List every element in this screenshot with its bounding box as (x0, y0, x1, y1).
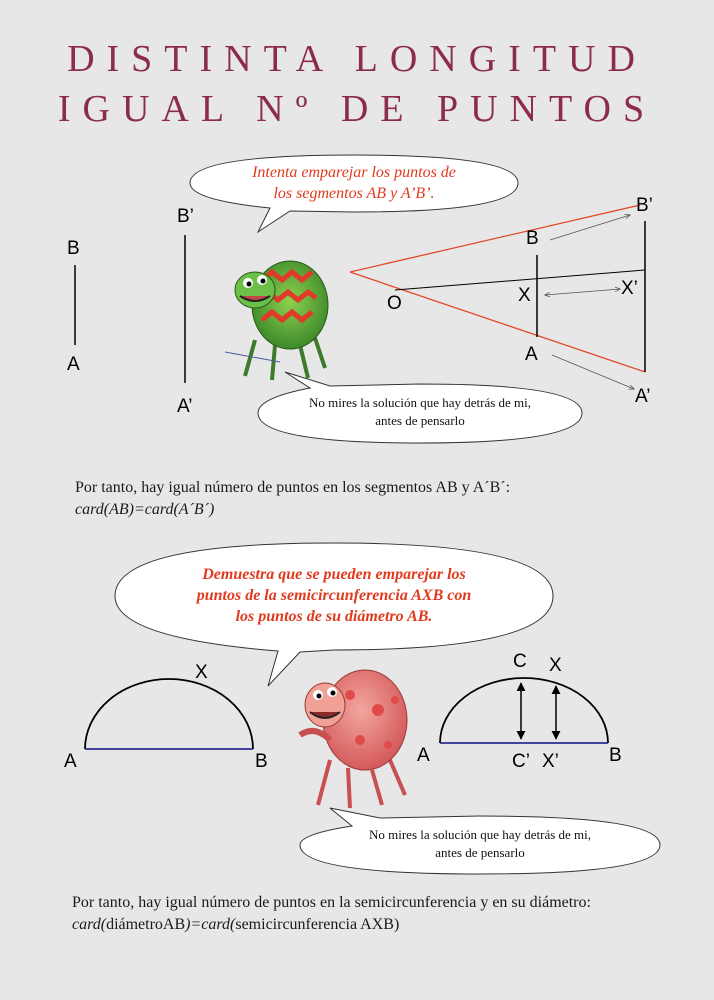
bubble-bottom-2-line-2: antes de pensarlo (435, 845, 525, 860)
formula-2-part-5: semicircunferencia AXB) (235, 916, 400, 933)
label-a-semicircle-left: A (64, 751, 77, 772)
label-b-semicircle-right: B (609, 745, 622, 766)
title-line-2: IGUAL Nº DE PUNTOS (57, 88, 657, 130)
label-a: A (525, 344, 538, 365)
label-o: O (387, 293, 402, 314)
pink-monster-illustration (300, 670, 407, 808)
label-a-prime: A’ (635, 386, 651, 407)
title-line-1: DISTINTA LONGITUD (67, 38, 647, 80)
label-a-prime-left: A’ (177, 396, 193, 417)
label-x-prime-semicircle: X’ (542, 751, 559, 772)
bubble-text-top-1 (212, 162, 496, 204)
label-x: X (518, 285, 531, 306)
label-b-semicircle-left: B (255, 751, 268, 772)
bubble-bottom-1-line-2: antes de pensarlo (375, 413, 465, 428)
formula-2-part-2: diámetroAB (106, 916, 186, 933)
label-b-prime-left: B’ (177, 206, 194, 227)
label-c-prime: C’ (512, 751, 530, 772)
bubble-text-bottom-2 (330, 826, 630, 862)
label-c: C (513, 651, 527, 672)
formula-2 (72, 916, 399, 933)
label-b-left: B (67, 238, 80, 259)
bubble-text-bottom-1 (284, 394, 556, 430)
label-b-prime: B’ (636, 195, 653, 216)
green-monster-illustration (225, 261, 328, 380)
semicircle-right (440, 678, 608, 743)
bubble-top-2-line-1: Demuestra que se pueden emparejar los (202, 566, 466, 583)
label-x-semicircle-left: X (195, 662, 208, 683)
label-a-left: A (67, 354, 80, 375)
conclusion-1-text: Por tanto, hay igual número de puntos en los segmentos AB y A´B´: (75, 479, 511, 496)
bubble-bottom-2-line-1: No mires la solución que hay detrás de mi, (368, 827, 592, 842)
label-x-semicircle-right: X (549, 655, 562, 676)
conclusion-2 (72, 892, 591, 936)
formula-2-part-3: )= (185, 916, 202, 933)
bubble-top-1-line-1: Intenta emparejar los puntos de (252, 164, 456, 181)
label-a-semicircle-right: A (417, 745, 430, 766)
bubble-bottom-1-line-1: No mires la solución que hay detrás de mi, (308, 395, 532, 410)
bubble-top-2-line-2: puntos de la semicircunferencia AXB con (196, 587, 472, 604)
bubble-text-top-2 (150, 564, 518, 627)
label-x-prime: X’ (621, 278, 638, 299)
label-b: B (526, 228, 539, 249)
formula-2-part-4: card( (201, 916, 236, 933)
conclusion-2-text: Por tanto, hay igual número de puntos en la semicircunferencia y en su diámetro: (72, 894, 591, 911)
semicircle-left (85, 679, 253, 749)
conclusion-1 (75, 477, 510, 521)
formula-2-part-1: card( (72, 916, 107, 933)
bubble-top-2-line-3: los puntos de su diámetro AB. (235, 608, 433, 625)
bubble-top-1-line-2: los segmentos AB y A’B’. (273, 185, 435, 202)
formula-1: card(AB)=card(A´B´) (75, 501, 215, 518)
